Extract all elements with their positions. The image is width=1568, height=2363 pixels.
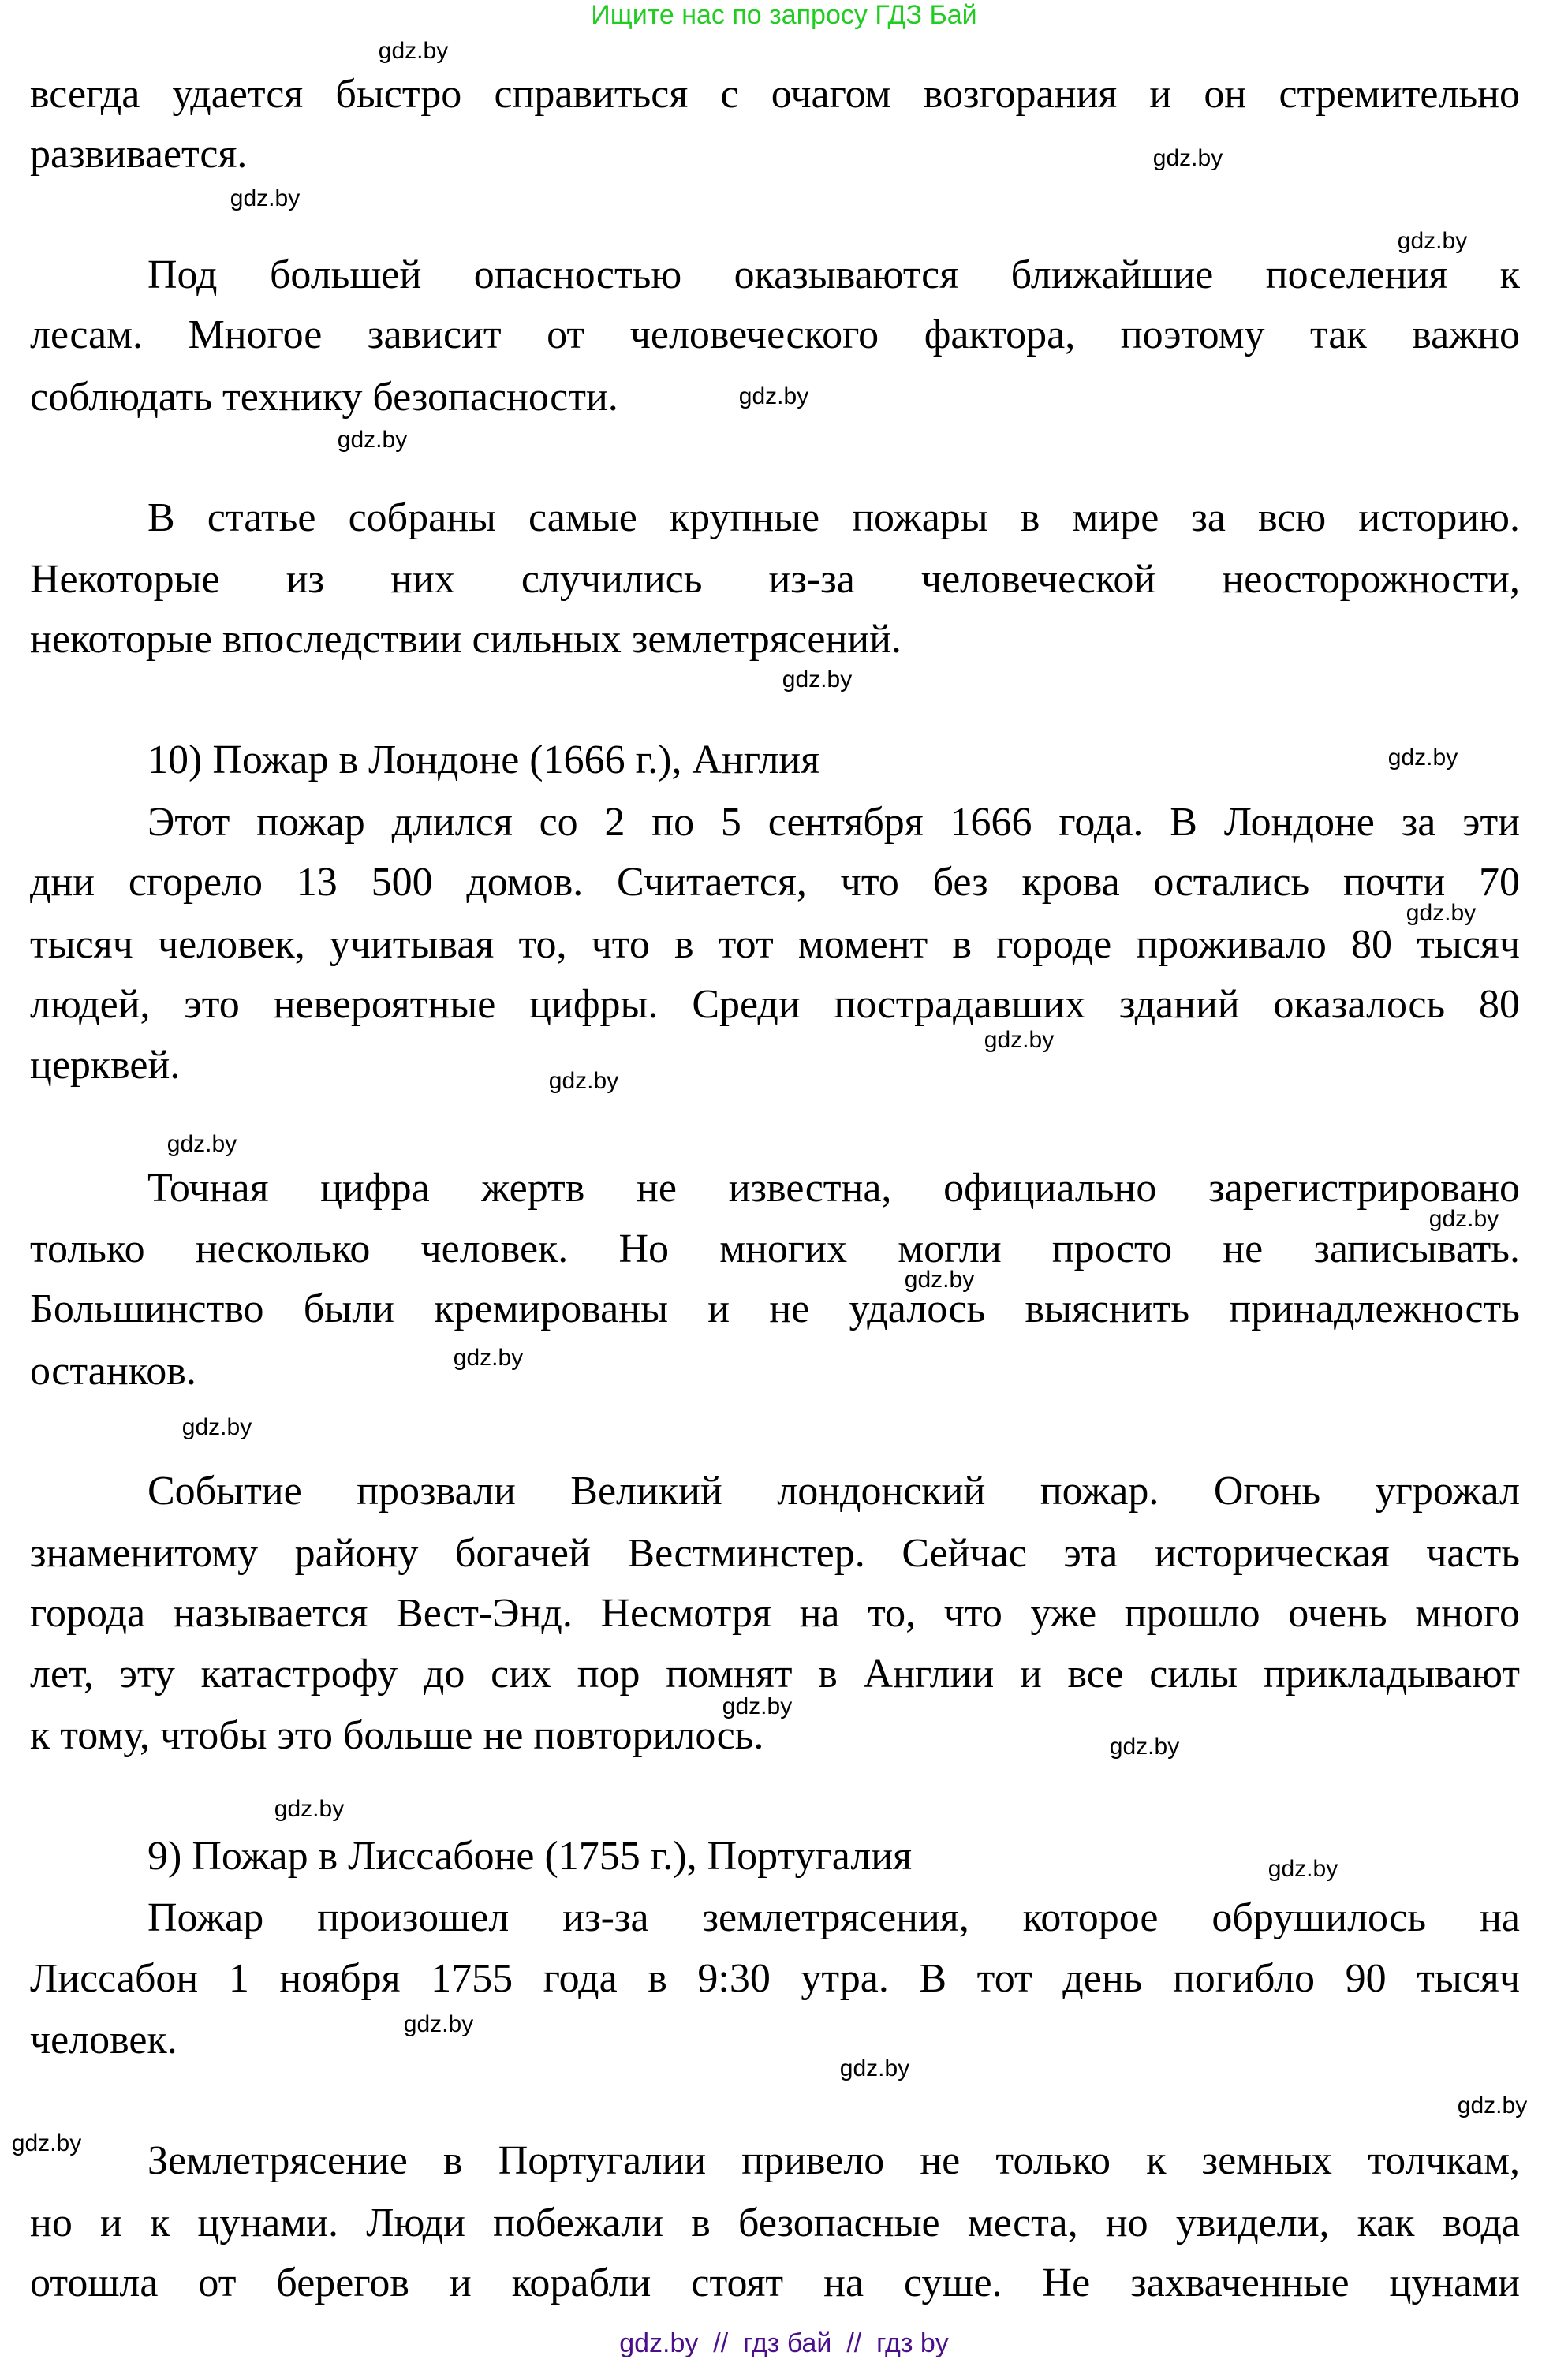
watermark-text: gdz.by bbox=[453, 1345, 524, 1371]
text-line: лет, эту катастрофу до сих пор помнят в Англии и все силы прикладывают bbox=[30, 1652, 1520, 1697]
watermark-text: gdz.by bbox=[403, 2011, 474, 2037]
watermark-text: gdz.by bbox=[378, 38, 449, 64]
watermark-text: gdz.by bbox=[722, 1693, 793, 1719]
text-line: людей, это невероятные цифры. Среди пострадавших зданий оказалось 80 bbox=[30, 982, 1520, 1027]
text-line: останков. bbox=[30, 1349, 196, 1394]
text-line: к тому, чтобы это больше не повторилось. bbox=[30, 1713, 764, 1758]
header-banner[interactable]: Ищите нас по запросу ГДЗ Бай bbox=[591, 0, 977, 30]
watermark-text: gdz.by bbox=[1152, 145, 1223, 171]
text-line: отошла от берегов и корабли стоят на суше. Не захваченные цунами bbox=[30, 2260, 1520, 2305]
watermark-text: gdz.by bbox=[274, 1796, 345, 1822]
text-line: дни сгорело 13 500 домов. Считается, что без крова остались почти 70 bbox=[30, 860, 1520, 905]
watermark-text: gdz.by bbox=[1428, 1206, 1499, 1232]
text-line: развивается. bbox=[30, 132, 248, 177]
text-line: Пожар произошел из-за землетрясения, которое обрушилось на bbox=[147, 1895, 1520, 1940]
text-line: тысяч человек, учитывая то, что в тот момент в городе проживало 80 тысяч bbox=[30, 922, 1520, 967]
text-line: только несколько человек. Но многих могли просто не записывать. bbox=[30, 1226, 1520, 1271]
watermark-text: gdz.by bbox=[181, 1414, 252, 1440]
watermark-text: gdz.by bbox=[548, 1068, 619, 1094]
watermark-text: gdz.by bbox=[1267, 1856, 1338, 1882]
watermark-text: gdz.by bbox=[230, 185, 301, 211]
watermark-text: gdz.by bbox=[1406, 900, 1477, 926]
watermark-text: gdz.by bbox=[904, 1267, 975, 1293]
text-line: всегда удается быстро справиться с очагом возгорания и он стремительно bbox=[30, 72, 1520, 117]
text-line: Некоторые из них случились из-за человеческой неосторожности, bbox=[30, 557, 1520, 602]
text-line: соблюдать технику безопасности. bbox=[30, 375, 618, 420]
watermark-text: gdz.by bbox=[984, 1027, 1055, 1053]
text-line: Землетрясение в Португалии привело не только к земных толчкам, bbox=[147, 2138, 1520, 2183]
text-line: В статье собраны самые крупные пожары в мире за всю историю. bbox=[147, 495, 1520, 540]
text-line: города называется Вест-Энд. Несмотря на то, что уже прошло очень много bbox=[30, 1591, 1520, 1636]
watermark-text: gdz.by bbox=[1397, 228, 1468, 254]
text-line: 10) Пожар в Лондоне (1666 г.), Англия bbox=[147, 737, 820, 782]
text-line: Этот пожар длился со 2 по 5 сентября 1666 года. В Лондоне за эти bbox=[147, 800, 1520, 845]
text-line: Точная цифра жертв не известна, официально зарегистрировано bbox=[147, 1166, 1520, 1211]
text-line: человек. bbox=[30, 2018, 177, 2062]
text-line: Лиссабон 1 ноября 1755 года в 9:30 утра. В тот день погибло 90 тысяч bbox=[30, 1956, 1520, 2001]
text-line: лесам. Многое зависит от человеческого фактора, поэтому так важно bbox=[30, 312, 1520, 357]
text-line: Большинство были кремированы и не удалось выяснить принадлежность bbox=[30, 1286, 1520, 1331]
watermark-text: gdz.by bbox=[11, 2130, 82, 2156]
watermark-text: gdz.by bbox=[166, 1131, 237, 1157]
watermark-text: gdz.by bbox=[1109, 1734, 1180, 1760]
watermark-text: gdz.by bbox=[839, 2055, 910, 2081]
text-line: церквей. bbox=[30, 1043, 181, 1088]
text-line: Событие прозвали Великий лондонский пожар. Огонь угрожал bbox=[147, 1469, 1520, 1514]
text-line: но и к цунами. Люди побежали в безопасные места, но увидели, как вода bbox=[30, 2201, 1520, 2245]
text-line: Под большей опасностью оказываются ближайшие поселения к bbox=[147, 252, 1520, 297]
footer-banner[interactable]: gdz.by // гдз бай // гдз by bbox=[619, 2328, 949, 2358]
text-line: знаменитому району богачей Вестминстер. Сейчас эта историческая часть bbox=[30, 1531, 1520, 1576]
text-line: некоторые впоследствии сильных землетрясений. bbox=[30, 617, 902, 662]
watermark-text: gdz.by bbox=[1457, 2092, 1528, 2118]
watermark-text: gdz.by bbox=[782, 666, 853, 692]
text-line: 9) Пожар в Лиссабоне (1755 г.), Португалия bbox=[147, 1834, 913, 1879]
watermark-text: gdz.by bbox=[1387, 745, 1458, 771]
watermark-text: gdz.by bbox=[738, 383, 809, 409]
watermark-text: gdz.by bbox=[337, 427, 408, 453]
